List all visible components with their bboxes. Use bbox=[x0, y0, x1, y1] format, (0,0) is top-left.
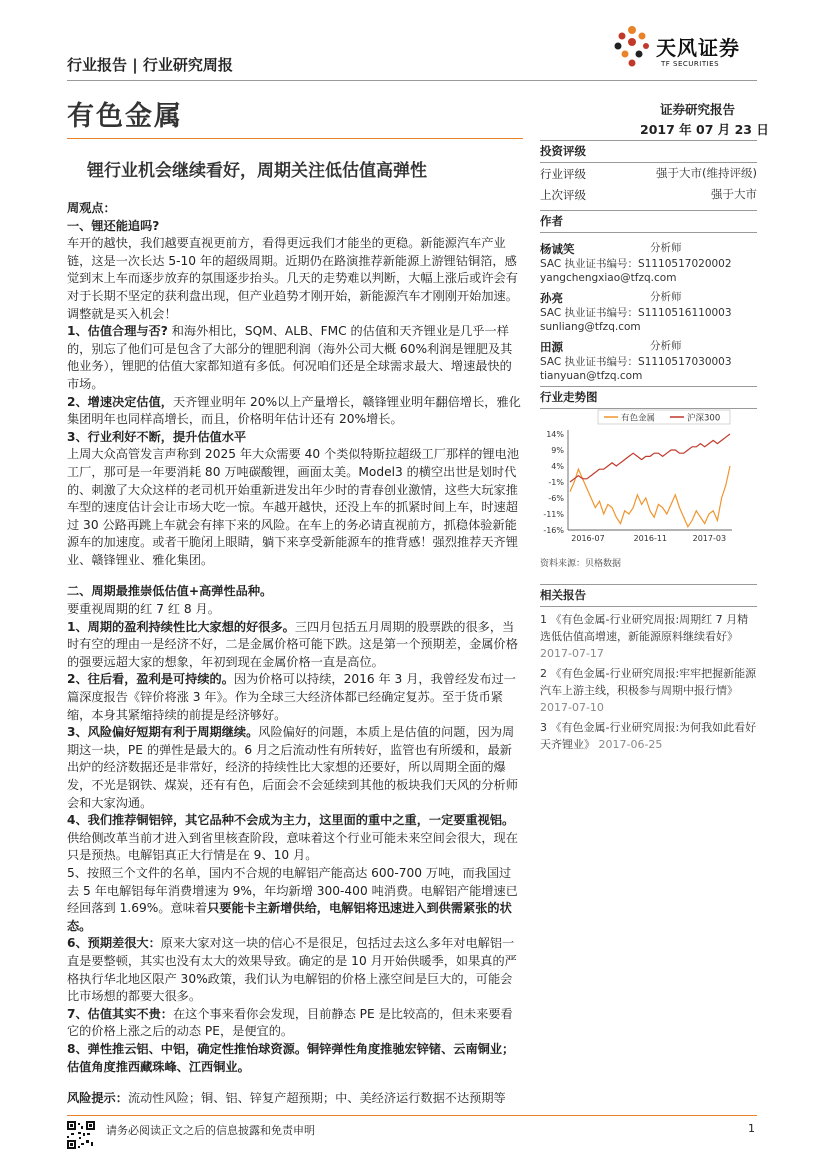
authors-rule bbox=[540, 210, 757, 211]
x-tick-label: 2017-03 bbox=[692, 534, 727, 543]
logo-cn: 天风证券 bbox=[656, 36, 740, 60]
trend-rule bbox=[540, 386, 757, 387]
related-date: 2017-07-10 bbox=[540, 701, 604, 714]
rating-label: 上次评级 bbox=[540, 188, 586, 202]
paragraph: 2、增速决定估值，天齐锂业明年 20%以上产量增长，赣锋锂业明年翻倍增长，雅化集团明年也同样高增长，而且，价格明年估计还有 20%增长。 bbox=[67, 394, 521, 427]
subsection-title: 3、行业利好不断，提升估值水平 bbox=[67, 429, 247, 444]
authors-panel bbox=[540, 210, 757, 383]
paragraph: 1、估值合理与否? 和海外相比，SQM、ALB、FMC 的估值和天齐锂业是几乎一样的，别忘了他们可是包含了大部分的锂肥利润（海外公司大概 60%利润是锂肥及其他业务），锂肥的估值大家都知道有多低。何况咱们还是全球需求最大、增速最快的市场。 bbox=[67, 324, 513, 391]
related-date: 2017-06-25 bbox=[598, 738, 663, 751]
section-title: 二、周期最推崇低估值+高弹性品种。 bbox=[67, 584, 273, 599]
x-tick-label: 2016-07 bbox=[571, 534, 605, 543]
trend-title: 行业走势图 bbox=[540, 390, 598, 404]
rating-value: 强于大市(维持评级) bbox=[656, 166, 757, 180]
y-tick-label: 4% bbox=[551, 462, 564, 471]
paragraph: 2、往后看，盈利是可持续的。因为价格可以持续，2016 年 3 月，我曾经发布过一篇深度报告《锌价将涨 3 年》。作为全球三大经济体都已经确定复苏。至于货币紧缩，本身其紧缩持续的前提是经济够好。 bbox=[67, 672, 516, 722]
author-block bbox=[540, 290, 757, 334]
rating-value: 强于大市 bbox=[711, 187, 757, 201]
y-tick-label: -16% bbox=[543, 526, 564, 535]
author-email[interactable]: yangchengxiao@tfzq.com bbox=[540, 272, 677, 284]
section-title: 一、锂还能追吗? bbox=[67, 218, 160, 233]
paragraph: 4、我们推荐铜铝锌，其它品种不会成为主力，这里面的重中之重，一定要重视铝。供给侧改革当前才进入到省里核查阶段，意味着这个行业可能未来空间会很大，现在只是预热。电解铝真正大行情是在 9、10 月。 bbox=[67, 813, 518, 863]
rating-label: 行业评级 bbox=[540, 167, 586, 181]
headline: 锂行业机会继续看好，周期关注低估值高弹性 bbox=[87, 161, 427, 181]
related-date: 2017-07-17 bbox=[540, 647, 604, 660]
author-name: 孙亮 bbox=[540, 291, 563, 305]
main-body bbox=[67, 200, 523, 1108]
author-cert: SAC 执业证书编号：S1110516110003 bbox=[540, 307, 732, 319]
footer-rule bbox=[67, 1115, 757, 1116]
y-tick-label: -11% bbox=[543, 510, 564, 519]
risk-warning: 风险提示：流动性风险；铜、铝、锌复产超预期；中、美经济运行数据不达预期等 bbox=[67, 1091, 506, 1106]
author-name: 田源 bbox=[540, 340, 563, 354]
author-role: 分析师 bbox=[650, 291, 682, 303]
paragraph: 8、弹性推云铝、中铝，确定性推怡球资源。铜锌弹性角度推驰宏锌锗、云南铜业；估值角度推西藏珠峰、江西铜业。 bbox=[67, 1041, 515, 1074]
qr-code-icon[interactable] bbox=[67, 1121, 95, 1149]
trend-panel bbox=[540, 386, 757, 409]
related-item[interactable] bbox=[540, 719, 757, 753]
authors-title: 作者 bbox=[540, 214, 563, 228]
series-line bbox=[570, 434, 730, 482]
intro-label: 周观点： bbox=[67, 201, 116, 215]
rating-row bbox=[540, 187, 757, 203]
logo-en: TF SECURITIES bbox=[661, 60, 720, 68]
series-line bbox=[570, 466, 730, 527]
related-text: 3 《有色金属-行业研究周报:为何我如此看好天齐锂业》 bbox=[540, 721, 757, 751]
author-cert: SAC 执业证书编号：S1110517020002 bbox=[540, 258, 732, 270]
related-title: 相关报告 bbox=[540, 588, 586, 602]
paragraph: 6、预期差很大：原来大家对这一块的信心不是很足，包括过去这么多年对电解铝一直是要整顿，其实也没有太大的效果导致。确定的是 10 月开始供暖季，如果真的严格执行华北地区限产 30%政策，我们认为电解铝的价格上涨空间是巨大的，可能会比市场想的都要大很多。 bbox=[67, 936, 517, 1004]
y-tick-label: 9% bbox=[551, 446, 564, 455]
paragraph: 3、风险偏好短期有利于周期继续。风险偏好的问题，本质上是估值的问题，因为周期这一块，PE 的弹性是最大的。6 月之后流动性有所转好，监管也有所缓和，最新出炉的经济数据还是非常好，经济的持续性比大家想的还要好，所以周期全面的爆发，不光是钢铁、煤炭，还有有色，后面会不会延续到其他的板块我们天风的分析师会和大家沟通。 bbox=[67, 725, 518, 810]
sidebar bbox=[540, 140, 757, 203]
header-rule bbox=[67, 80, 757, 81]
related-panel bbox=[540, 584, 757, 753]
related-rule-2 bbox=[540, 606, 757, 607]
paragraph: 上周大众高管发言声称到 2025 年大众需要 40 个类似特斯拉超级工厂那样的锂电池工厂，那可是一年要消耗 80 万吨碳酸锂，画面太美。Model3 的横空出世是划时代的、刺激了大众这样的老司机开始重新进发出年少时的青春创业激情，这些大玩家推车型的速度估计会让市场大吃一惊。车越开越快，还没上车的抓紧时间上车，时速超过 30 公路再跳上车就会有摔下来的风险。在车上的务必请直视前方，抓稳体验新能源车的加速度。或者干脆闭上眼睛，躺下来享受新能源车的推背感！强烈推荐天齐锂业、赣锋锂业、雅化集团。 bbox=[67, 447, 520, 567]
related-text: 1 《有色金属-行业研究周报:周期红 7 月精选低估值高增速，新能源原料继续看好》 bbox=[540, 613, 749, 643]
author-email[interactable]: sunliang@tfzq.com bbox=[540, 321, 641, 333]
author-role: 分析师 bbox=[650, 242, 682, 254]
related-rule bbox=[540, 584, 757, 585]
disclaimer-notice: 请务必阅读正文之后的信息披露和免责申明 bbox=[106, 1124, 315, 1137]
page-number: 1 bbox=[748, 1122, 755, 1135]
related-text: 2 《有色金属-行业研究周报:牢牢把握新能源汽车上游主线，积极参与周期中报行情》 bbox=[540, 667, 757, 697]
rating-title: 投资评级 bbox=[540, 144, 586, 158]
sector-title: 有色金属 bbox=[67, 101, 183, 132]
y-tick-label: -6% bbox=[548, 494, 564, 503]
author-name: 杨诚笑 bbox=[540, 242, 575, 256]
related-item[interactable] bbox=[540, 611, 757, 662]
report-date: 2017 年 07 月 23 日 bbox=[640, 122, 769, 137]
chart-source: 资料来源：贝格数据 bbox=[540, 559, 622, 569]
y-tick-label: 14% bbox=[546, 430, 564, 439]
rating-rule bbox=[540, 140, 757, 141]
author-role: 分析师 bbox=[650, 340, 682, 352]
y-tick-label: -1% bbox=[548, 478, 564, 487]
rating-rule-2 bbox=[540, 162, 757, 163]
author-block bbox=[540, 241, 757, 285]
paragraph: 7、估值其实不贵：在这个事来看你会发现，目前静态 PE 是比较高的，但未来要看它的价格上涨之后的动态 PE，是便宜的。 bbox=[67, 1006, 513, 1039]
document-type: 行业报告 | 行业研究周报 bbox=[67, 56, 233, 74]
author-cert: SAC 执业证书编号：S1110517030003 bbox=[540, 356, 732, 368]
paragraph: 要重视周期的红 7 红 8 月。 bbox=[67, 602, 220, 617]
paragraph: 1、周期的盈利持续性比大家想的好很多。三四月包括五月周期的股票跌的很多，当时有空的理由一是经济不好，二是金属价格可能下跌。这是第一个预期差，金属价格的强要远超大家的想象，年初到现在金属价格一直是高位。 bbox=[67, 619, 518, 669]
headline-rule-top bbox=[67, 138, 523, 139]
author-block bbox=[540, 339, 757, 383]
x-tick-label: 2016-11 bbox=[633, 534, 668, 543]
legend-label: 有色金属 bbox=[621, 413, 656, 424]
authors-rule-2 bbox=[540, 232, 757, 233]
paragraph: 车开的越快，我们越要直视更前方，看得更远我们才能坐的更稳。新能源汽车产业链，这是一次长达 5-10 年的超级周期。近期仍在路演推荐新能源上游锂钴铜箔，感觉到末上车而逐步放弃的氛围逐步抬头。几天的走势难以判断，大幅上涨后或许会有对于长期不坚定的获利盘出现，但产业趋势才刚开始，新能源汽车才刚刚开始加速。调整就是买入机会！ bbox=[67, 236, 518, 321]
trend-chart bbox=[540, 408, 740, 548]
rating-row bbox=[540, 166, 757, 182]
tf-logo-icon bbox=[612, 24, 652, 68]
report-kind: 证券研究报告 bbox=[660, 102, 736, 117]
paragraph: 5、按照三个文件的名单，国内不合规的电解铝产能高达 600-700 万吨，而我国过去 5 年电解铝每年消费增速为 9%，年均新增 300-400 吨消费。电解铝产能增速已经回落到 1.69%。意味着只要能卡主新增供给，电解铝将迅速进入到供需紧张的状态。 bbox=[67, 865, 518, 933]
legend-label: 沪深300 bbox=[687, 413, 721, 424]
related-item[interactable] bbox=[540, 665, 757, 716]
author-email[interactable]: tianyuan@tfzq.com bbox=[540, 370, 643, 382]
